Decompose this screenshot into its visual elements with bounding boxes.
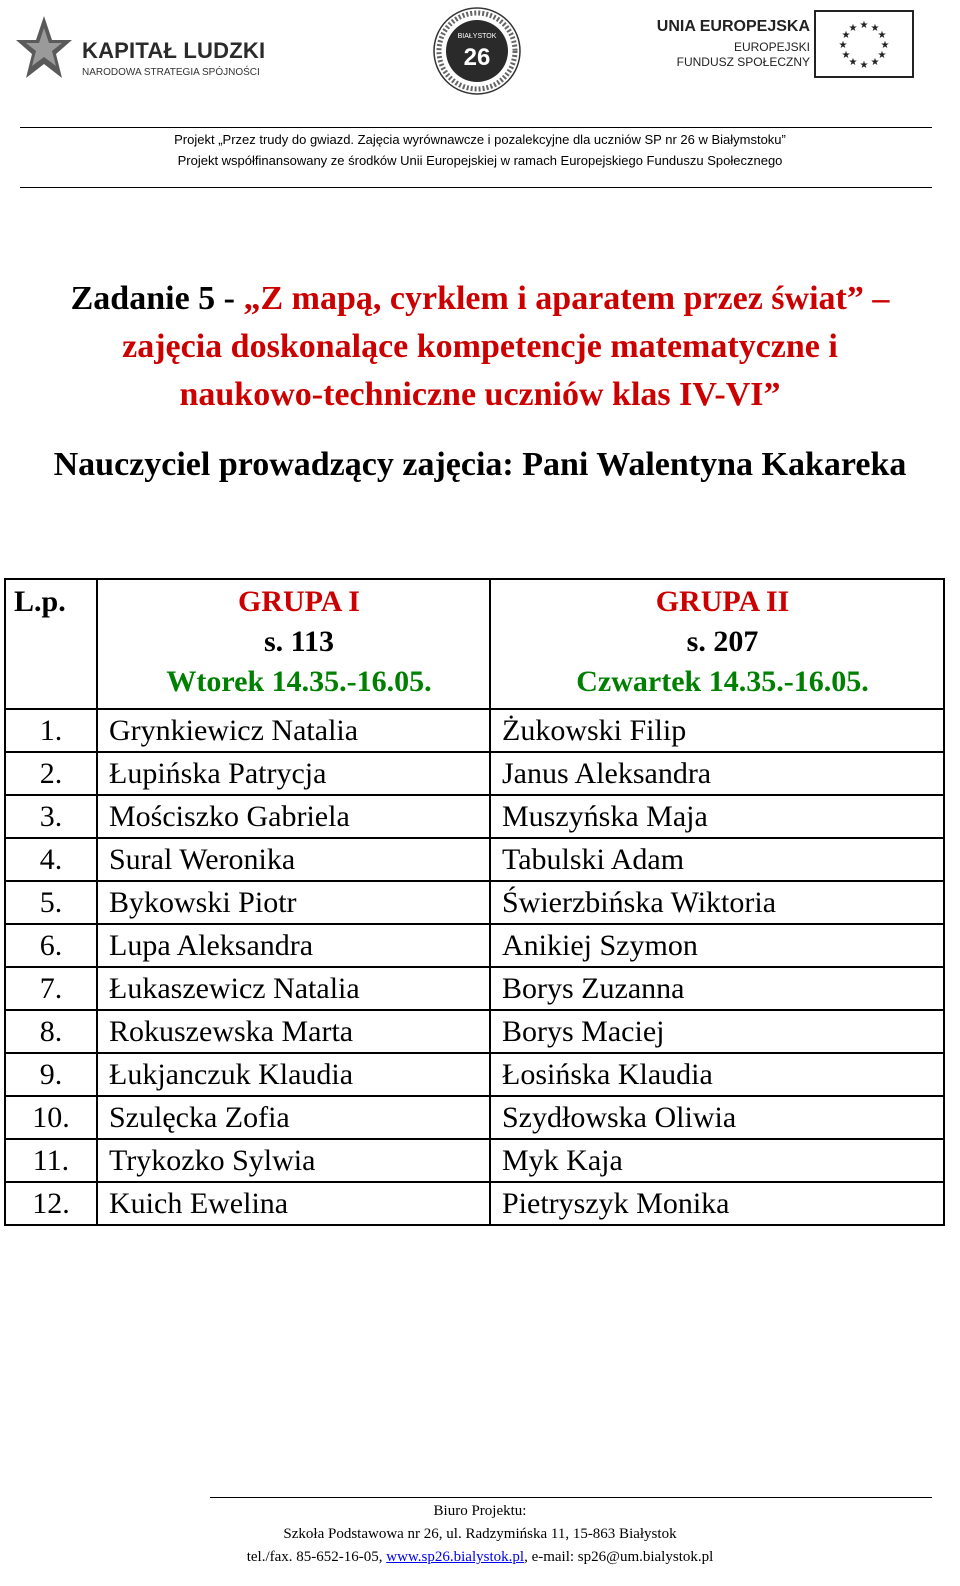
row-number: 4. (5, 838, 97, 881)
table-row (5, 881, 944, 924)
school-seal-logo (432, 6, 522, 96)
table-row (5, 709, 944, 752)
group-2-time: Czwartek 14.35.-16.05. (576, 665, 869, 698)
footer-office: Biuro Projektu: (433, 1503, 527, 1519)
group-1-student: Kuich Ewelina (97, 1182, 490, 1225)
row-number: 9. (5, 1053, 97, 1096)
kapital-ludzki-subtitle: NARODOWA STRATEGIA SPÓJNOŚCI (82, 67, 260, 78)
row-number: 6. (5, 924, 97, 967)
group-2-student: Borys Zuzanna (490, 967, 944, 1010)
svg-text:★: ★ (877, 50, 887, 61)
svg-text:★: ★ (859, 20, 869, 31)
table-row (5, 1139, 944, 1182)
group-2-student: Myk Kaja (490, 1139, 944, 1182)
kapital-ludzki-star-icon (14, 14, 74, 94)
row-number: 8. (5, 1010, 97, 1053)
svg-text:★: ★ (880, 40, 890, 51)
row-number: 12. (5, 1182, 97, 1225)
row-number: 5. (5, 881, 97, 924)
group-1-student: Bykowski Piotr (97, 881, 490, 924)
svg-text:★: ★ (848, 57, 858, 68)
group-1-student: Trykozko Sylwia (97, 1139, 490, 1182)
svg-text:★: ★ (870, 23, 880, 34)
group-2-student: Żukowski Filip (490, 709, 944, 752)
teacher-line: Nauczyciel prowadzący zajęcia: Pani Walentyna Kakareka (53, 446, 907, 483)
group-1-student: Sural Weronika (97, 838, 490, 881)
participants-table (4, 578, 945, 1226)
group-1-student: Mościszko Gabriela (97, 795, 490, 838)
group-2-student: Muszyńska Maja (490, 795, 944, 838)
group-1-student: Łukjanczuk Klaudia (97, 1053, 490, 1096)
group-2-student: Szydłowska Oliwia (490, 1096, 944, 1139)
eu-logo (656, 10, 920, 82)
svg-text:★: ★ (841, 30, 851, 41)
row-number: 1. (5, 709, 97, 752)
group-1-student: Lupa Aleksandra (97, 924, 490, 967)
table-row (5, 1053, 944, 1096)
svg-text:★: ★ (841, 50, 851, 61)
svg-text:★: ★ (838, 40, 848, 51)
svg-text:★: ★ (870, 57, 880, 68)
seal-city: BIAŁYSTOK (457, 33, 497, 40)
svg-text:★: ★ (859, 60, 869, 71)
group-2-student: Anikiej Szymon (490, 924, 944, 967)
header-divider-bottom (20, 187, 932, 188)
row-number: 7. (5, 967, 97, 1010)
group-1-time: Wtorek 14.35.-16.05. (166, 665, 432, 698)
table-row (5, 1096, 944, 1139)
row-number: 10. (5, 1096, 97, 1139)
task-name: „Z mapą, cyrklem i aparatem przez świat” – (243, 280, 890, 317)
footer-website-link[interactable]: www.sp26.bialystok.pl (386, 1549, 525, 1565)
table-row (5, 1182, 944, 1225)
group-2-room: s. 207 (686, 625, 759, 658)
table-row (5, 924, 944, 967)
footer-divider (210, 1497, 932, 1498)
svg-text:★: ★ (848, 23, 858, 34)
task-title-line-2: zajęcia doskonalące kompetencje matematyczne i (122, 328, 838, 365)
footer-email: , e-mail: sp26@um.bialystok.pl (524, 1549, 714, 1565)
project-line-2: Projekt współfinansowany ze środków Unii Europejskiej w ramach Europejskiego Funduszu Społecznego (177, 153, 783, 168)
task-prefix: Zadanie 5 - (70, 280, 244, 317)
header-group-1 (97, 579, 490, 709)
group-1-student: Rokuszewska Marta (97, 1010, 490, 1053)
header-divider-top (20, 127, 932, 128)
task-title-line-1 (0, 280, 960, 318)
eu-flag-icon (814, 10, 914, 78)
group-2-student: Janus Aleksandra (490, 752, 944, 795)
kapital-ludzki-title: KAPITAŁ LUDZKI (82, 38, 266, 63)
page-header (0, 0, 960, 120)
group-2-student: Świerzbińska Wiktoria (490, 881, 944, 924)
header-lp: L.p. (5, 579, 97, 709)
table-header-row (5, 579, 944, 709)
project-line-1: Projekt „Przez trudy do gwiazd. Zajęcia wyrównawcze i pozalekcyjne dla uczniów SP nr 26 w Białymstoku” (174, 132, 786, 147)
group-2-student: Borys Maciej (490, 1010, 944, 1053)
table-row (5, 967, 944, 1010)
footer-phone: tel./fax. 85-652-16-05, (246, 1549, 387, 1565)
group-1-name: GRUPA I (238, 585, 360, 618)
group-1-student: Łupińska Patrycja (97, 752, 490, 795)
header-group-2 (490, 579, 944, 709)
group-1-room: s. 113 (263, 625, 335, 658)
table-row (5, 838, 944, 881)
row-number: 3. (5, 795, 97, 838)
group-2-student: Pietryszyk Monika (490, 1182, 944, 1225)
row-number: 2. (5, 752, 97, 795)
table-row (5, 752, 944, 795)
group-2-name: GRUPA II (655, 585, 790, 618)
group-2-student: Tabulski Adam (490, 838, 944, 881)
kapital-ludzki-logo (14, 14, 266, 94)
svg-text:★: ★ (877, 30, 887, 41)
group-1-student: Łukaszewicz Natalia (97, 967, 490, 1010)
eu-title: UNIA EUROPEJSKA (656, 18, 810, 35)
eu-line-2: EUROPEJSKI (733, 40, 810, 54)
footer-address: Szkoła Podstawowa nr 26, ul. Radzymińska 11, 15-863 Białystok (283, 1526, 677, 1542)
seal-number: 26 (463, 44, 491, 71)
footer-contact (0, 1549, 960, 1566)
group-2-student: Łosińska Klaudia (490, 1053, 944, 1096)
table-row (5, 795, 944, 838)
table-row (5, 1010, 944, 1053)
eu-line-3: FUNDUSZ SPOŁECZNY (676, 55, 810, 69)
group-1-student: Grynkiewicz Natalia (97, 709, 490, 752)
row-number: 11. (5, 1139, 97, 1182)
group-1-student: Szulęcka Zofia (97, 1096, 490, 1139)
task-title-line-3: naukowo-techniczne uczniów klas IV-VI” (179, 376, 781, 413)
